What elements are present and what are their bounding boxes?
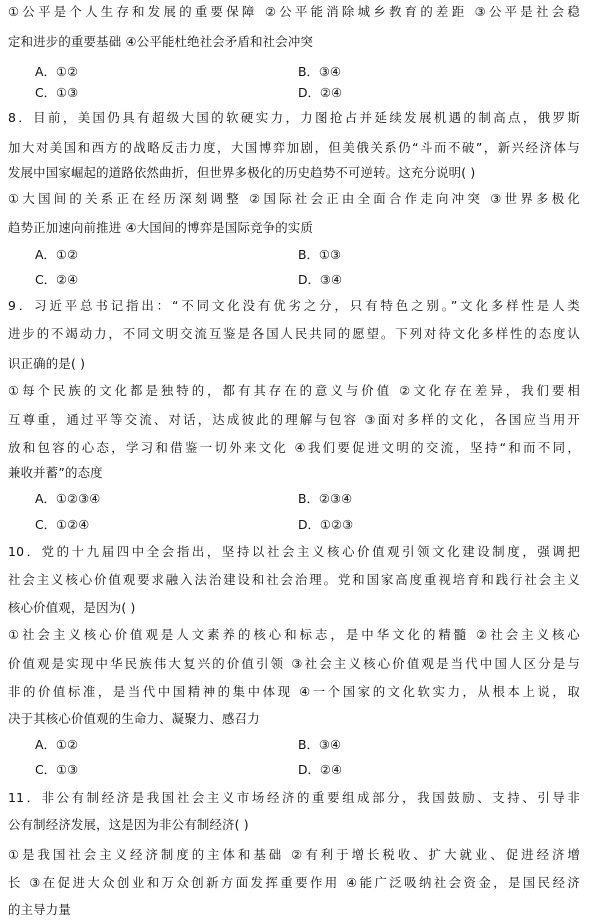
q10-statement-line-1: ①社会主义核心价值观是人文素养的核心和标志，是中华文化的精髓 ②社会主义核心: [8, 627, 580, 642]
q10-statement-line-2: 价值观是实现中华民族伟大复兴的价值引领 ③社会主义核心价值观是当代中国人区分是与: [8, 656, 580, 671]
q9-stem-line-3: 识正确的是( ): [8, 356, 86, 371]
q11-statement-line-1: ①是我国社会主义经济制度的主体和基础 ②有利于增长税收、扩大就业、促进经济增: [8, 847, 580, 862]
q7-option-b: B．③④: [298, 64, 342, 79]
q7-option-d: D．②④: [298, 85, 343, 100]
q9-statement-line-4: 兼收并蓄”的态度: [8, 465, 103, 480]
q11-statement-line-2: 长 ③在促进大众创业和万众创新方面发挥重要作用 ④能广泛吸纳社会资金，是国民经济: [8, 875, 580, 890]
q7-statement-line-1: ①公平是个人生存和发展的重要保障 ②公平能消除城乡教育的差距 ③公平是社会稳: [8, 4, 580, 19]
q8-stem-line-3: 发展中国家崛起的道路依然曲折，但世界多极化的历史趋势不可逆转。这充分说明( ): [8, 165, 476, 180]
q11-stem-line-1: 11．非公有制经济是我国社会主义市场经济的重要组成部分，我国鼓励、支持、引导非: [8, 790, 580, 805]
q10-statement-line-3: 非的价值标准，是当代中国精神的集中体现 ④一个国家的文化软实力，从根本上说，取: [8, 684, 580, 699]
q10-statement-line-4: 决于其核心价值观的生命力、凝聚力、感召力: [8, 711, 260, 726]
q10-option-c: C．①③: [35, 762, 79, 777]
q8-statement-line-2: 趋势正加速向前推进 ④大国间的博弈是国际竞争的实质: [8, 220, 314, 235]
q9-option-b: B．②③④: [298, 491, 353, 506]
q9-stem-line-2: 进步的不竭动力，不同文明交流互鉴是各国人民共同的愿望。下列对待文化多样性的态度认: [8, 326, 580, 341]
q8-statement-line-1: ①大国间的关系正在经历深刻调整 ②国际社会正由全面合作走向冲突 ③世界多极化: [8, 191, 580, 206]
q10-stem-line-2: 社会主义核心价值观要求融入法治建设和社会治理。党和国家高度重视培育和践行社会主义: [8, 572, 580, 587]
q9-option-d: D．①②③: [298, 517, 354, 532]
q7-option-a: A．①②: [35, 64, 79, 79]
q10-stem-line-3: 核心价值观，是因为( ): [8, 600, 136, 615]
q8-option-a: A．①②: [35, 247, 79, 262]
q9-statement-line-2: 互尊重，通过平等交流、对话，达成彼此的理解与包容 ③面对多样的文化，各国应当用开: [8, 412, 580, 427]
q10-option-a: A．①②: [35, 737, 79, 752]
q10-option-d: D．②④: [298, 762, 343, 777]
q8-option-b: B．①③: [298, 247, 342, 262]
q11-statement-line-3: 的主导力量: [8, 902, 71, 917]
q7-statement-line-2: 定和进步的重要基础 ④公平能杜绝社会矛盾和社会冲突: [8, 34, 314, 49]
q8-stem-line-1: 8．目前，美国仍具有超级大国的软硬实力，力图抢占并延续发展机遇的制高点，俄罗斯: [8, 110, 580, 125]
q9-stem-line-1: 9．习近平总书记指出：“不同文化没有优劣之分，只有特色之别。”文化多样性是人类: [8, 298, 580, 313]
q9-option-a: A．①②③④: [35, 491, 101, 506]
q11-stem-line-2: 公有制经济发展，这是因为非公有制经济( ): [8, 817, 249, 832]
q10-stem-line-1: 10．党的十九届四中全会指出，坚持以社会主义核心价值观引领文化建设制度，强调把: [8, 544, 580, 559]
q9-option-c: C．①②④: [35, 517, 90, 532]
q8-option-c: C．②④: [35, 272, 79, 287]
q8-stem-line-2: 加大对美国和西方的战略反击力度，大国博弈加剧，但美俄关系仍“斗而不破”，新兴经济体与: [8, 140, 580, 155]
q10-option-b: B．③④: [298, 737, 342, 752]
q8-option-d: D．③④: [298, 272, 343, 287]
q9-statement-line-3: 放和包容的心态，学习和借鉴一切外来文化 ④我们要促进文明的交流，坚持“和而不同，: [8, 440, 580, 455]
q9-statement-line-1: ①每个民族的文化都是独特的，都有其存在的意义与价值 ②文化存在差异，我们要相: [8, 383, 580, 398]
q7-option-c: C．①③: [35, 85, 79, 100]
